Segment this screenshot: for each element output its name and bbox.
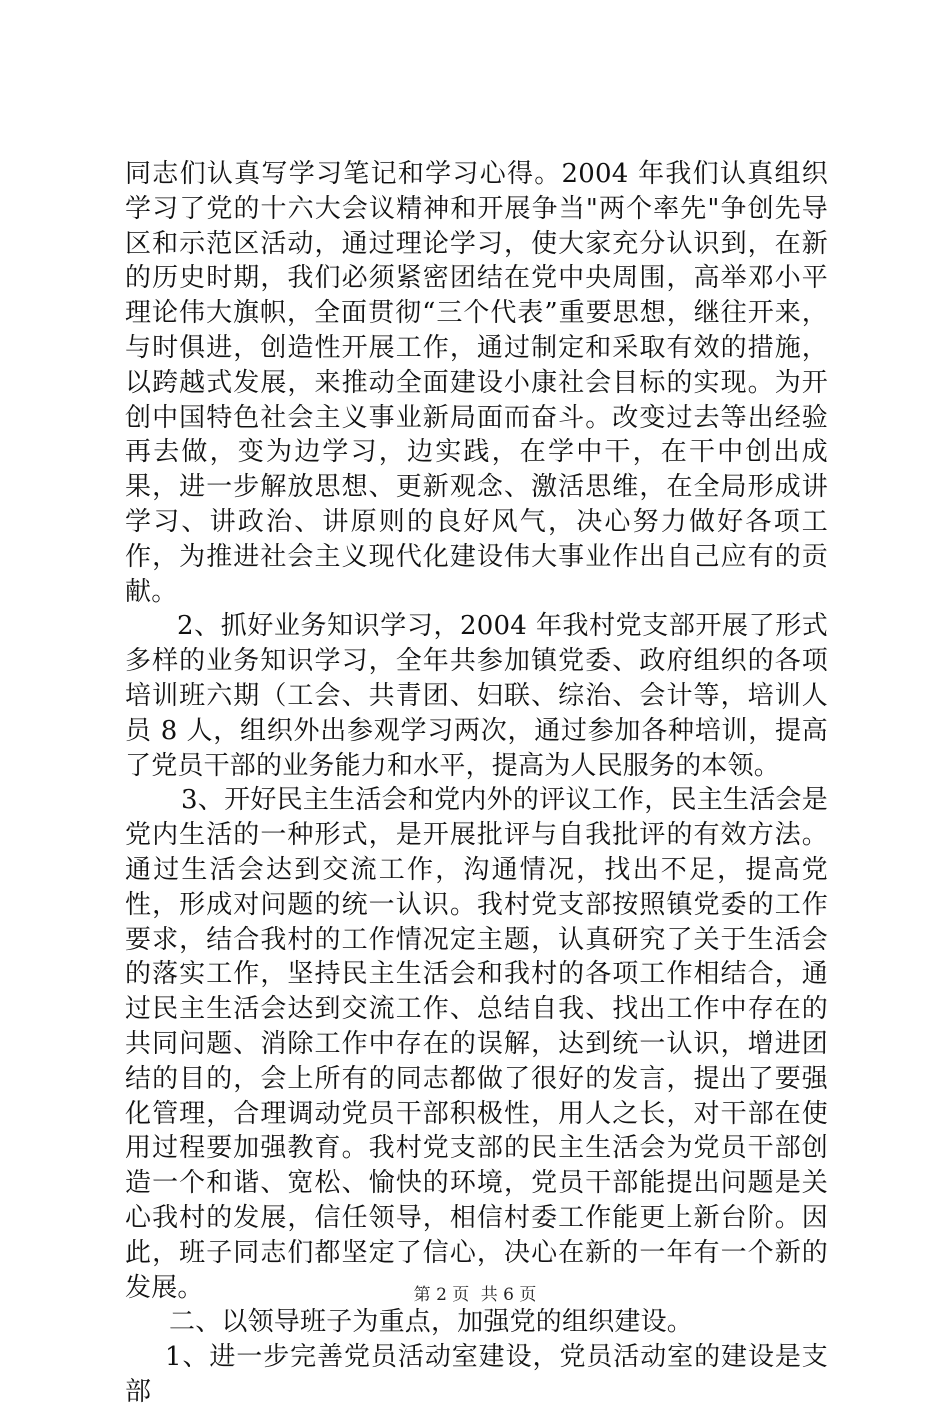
body-text: [125, 157, 828, 1410]
paragraph-democratic-life-meeting: 3、开好民主生活会和党内外的评议工作，民主生活会是党内生活的一种形式，是开展批评与自我批评的有效方法。通过生活会达到交流工作，沟通情况，找出不足，提高党性，形成对问题的统一认识。我村党支部按照镇党委的工作要求，结合我村的工作情况定主题，认真研究了关于生活会的落实工作，坚持民主生活会和我村的各项工作相结合，通过民主生活会达到交流工作、总结自我、找出工作中存在的共同问题、消除工作中存在的误解，达到统一认识，增进团结的目的，会上所有的同志都做了很好的发言，提出了要强化管理，合理调动党员干部积极性，用人之长，对干部在使用过程要加强教育。我村党支部的民主生活会为党员干部创造一个和谐、宽松、愉快的环境，党员干部能提出问题是关心我村的发展，信任领导，相信村委工作能更上新台阶。因此，班子同志们都坚定了信心，决心在新的一年有一个新的发展。: [125, 785, 828, 1303]
paragraph-study-notes: 同志们认真写学习笔记和学习心得。2004 年我们认真组织学习了党的十六大会议精神和开展争当"两个率先"争创先导区和示范区活动，通过理论学习，使大家充分认识到，在新的历史时期，我们必须紧密团结在党中央周围，高举邓小平理论伟大旗帜，全面贯彻“三个代表”重要思想，继往开来，与时俱进，创造性开展工作，通过制定和采取有效的措施，以跨越式发展，来推动全面建设小康社会目标的实现。为开创中国特色社会主义事业新局面而奋斗。改变过去等出经验再去做，变为边学习，边实践，在学中干，在干中创出成果，进一步解放思想、更新观念、激活思维，在全局形成讲学习、讲政治、讲原则的良好风气，决心努力做好各项工作，为推进社会主义现代化建设伟大事业作出自己应有的贡献。: [125, 159, 828, 607]
section-heading-organization: 二、以领导班子为重点，加强党的组织建设。: [169, 1307, 694, 1338]
page-footer: [0, 1285, 950, 1305]
page-number-total: 共 6 页: [480, 1285, 537, 1305]
paragraph-business-knowledge: 2、抓好业务知识学习，2004 年我村党支部开展了形式多样的业务知识学习，全年共参加镇党委、政府组织的各项培训班六期（工会、共青团、妇联、综治、会计等，培训人员 8 人，组织外出参观学习两次，通过参加各种培训，提高了党员干部的业务能力和水平，提高为人民服务的本领。: [125, 611, 828, 781]
paragraph-activity-room: 1、进一步完善党员活动室建设，党员活动室的建设是支部: [125, 1342, 828, 1407]
page-number-current: 第 2 页: [413, 1285, 470, 1305]
